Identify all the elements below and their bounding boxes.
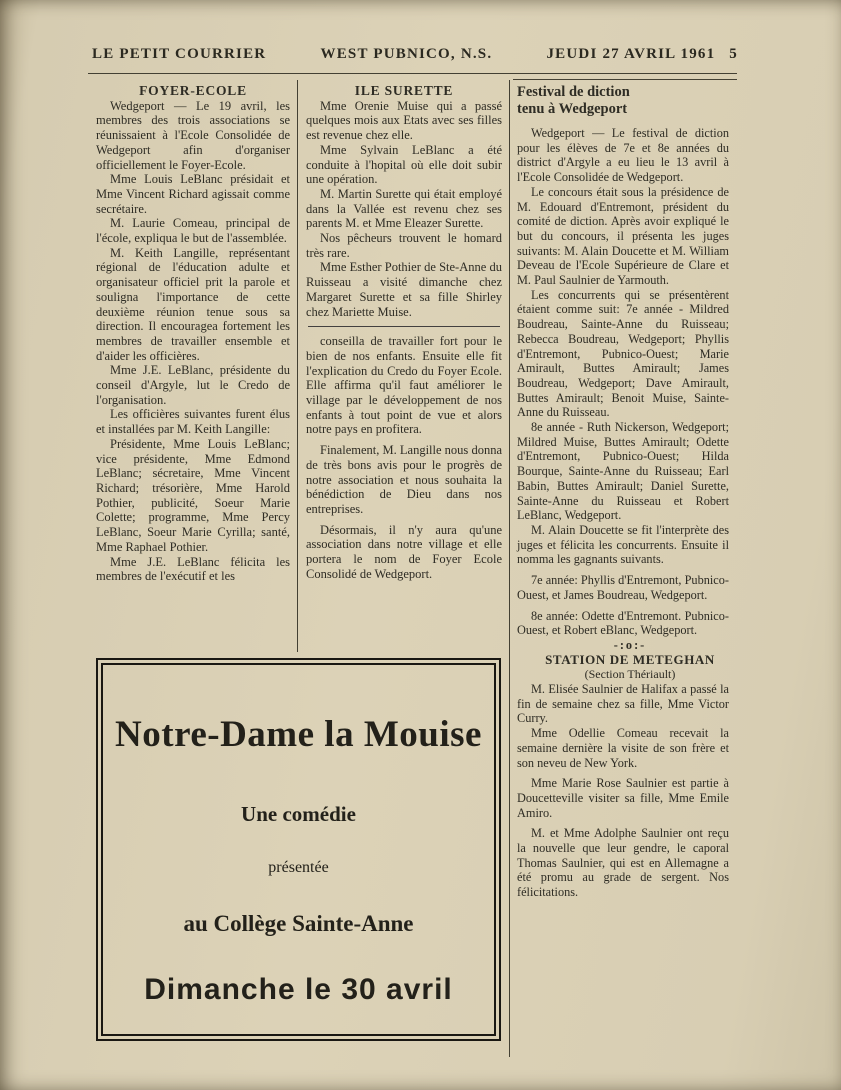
column-divider-2 xyxy=(509,80,510,1057)
article-paragraph: M. Keith Langille, représentant régional de l'éducation adulte et organisateur officiel prit la parole et souligna l'importance de cette deuxième réunion tenue sous sa direction. Il encouragea fortement les membres de travailler ensemble et d'aider les officières. xyxy=(96,245,290,363)
masthead-rule xyxy=(88,73,737,74)
masthead-location: WEST PUBNICO, N.S. xyxy=(320,46,493,62)
section-subtitle: (Section Thériault) xyxy=(584,667,676,682)
section-title: STATION DE METEGHAN xyxy=(545,651,715,667)
article-paragraph: Le concours était sous la présidence de M. Edouard d'Entremont, président du comité de diction. Après avoir expliqué le but du concours, il présenta les juges suivants: M. Alain Doucette et M. William Deveau de l'Ecole Supérieure de Clare et M. Paul Saulnier de Yarmouth. xyxy=(517,184,729,288)
article-paragraph: 8e année - Ruth Nickerson, Wedgeport; Mildred Muise, Buttes Amirault; Odette d'Entremont, Pubnico-Ouest; Hilda Bourque, Sainte-Anne du Ruisseau; Earl Babin, Buttes Amirault; Daniel Surette, Sainte-Anne du Ruisseau et Robert LeBlanc, Wedgeport. xyxy=(517,420,729,523)
article-paragraph: Mme Louis LeBlanc présidait et Mme Vincent Richard agissait comme secrétaire. xyxy=(96,172,290,216)
masthead xyxy=(92,46,738,63)
ad-date: Dimanche le 30 avril xyxy=(144,973,453,1006)
article-foyer-ecole xyxy=(96,84,290,584)
col3-top-rule xyxy=(513,79,737,80)
article-paragraph: Les officières suivantes furent élus et installées par M. Keith Langille: xyxy=(96,407,290,437)
article-paragraph: Mme J.E. LeBlanc, présidente du conseil d'Argyle, lut le Credo de l'organisation. xyxy=(96,363,290,407)
article-paragraph: Désormais, il n'y aura qu'une association dans notre village et elle portera le nom de Foyer Ecole Consolidé de Wedgeport. xyxy=(306,522,502,581)
article-paragraph: 8e année: Odette d'Entremont. Pubnico-Ouest, et Robert eBlanc, Wedgeport. xyxy=(517,608,729,638)
article-paragraph: Mme Esther Pothier de Ste-Anne du Ruisseau a visité dimanche chez Margaret Surette et sa fille Shirley chez Mariette Muise. xyxy=(306,260,502,319)
article-title: FOYER-ECOLE xyxy=(139,83,247,98)
article-paragraph: Mme Marie Rose Saulnier est partie à Doucetteville visiter sa fille, Mme Emile Amiro. xyxy=(517,776,729,820)
section-ornament: -:o:- xyxy=(613,637,647,652)
article-paragraph: Nos pêcheurs trouvent le homard très rare. xyxy=(306,231,502,260)
article-paragraph: Les concurrents qui se présentèrent étaient comme suit: 7e année - Mildred Boudreau, Sainte-Anne du Ruisseau; Rebecca Boudreau, Wedgeport; Phyllis d'Entremont, Pubnico-Ouest; Marie Amirault, Buttes Amirault; James Boudreau, Wedgeport; Dave Amirault, Buttes Amirault; Benoit Muise, Sainte-Anne du Ruisseau. xyxy=(517,287,729,420)
ad-title: Notre-Dame la Mouise xyxy=(115,714,482,755)
article-title-line2: tenu à Wedgeport xyxy=(517,101,628,117)
article-paragraph: Mme Orenie Muise qui a passé quelques mois aux Etats avec ses filles est revenue chez elle. xyxy=(306,98,502,143)
article-paragraph: M. Elisée Saulnier de Halifax a passé la fin de semaine chez sa fille, Mme Victor Curry. xyxy=(517,682,729,726)
masthead-paper-title: LE PETIT COURRIER xyxy=(92,46,267,62)
article-paragraph: M. Laurie Comeau, principal de l'école, expliqua le but de l'assemblée. xyxy=(96,216,290,246)
article-paragraph: Wedgeport — Le 19 avril, les membres des trois associations se réunissaient à l'Ecole Consolidée de Wedgeport afin d'organiser officiellement le Foyer-Ecole. xyxy=(96,98,290,172)
article-paragraph: conseilla de travailler fort pour le bien de nos enfants. Ensuite elle fit l'explication du Credo du Foyer Ecole. Elle affirma qu'il faut améliorer le village par le développement de nos enfants à tout point de vue et alors notre pays en profitera. xyxy=(306,334,502,437)
article-paragraph: 7e année: Phyllis d'Entremont, Pubnico-Ouest, et James Boudreau, Wedgeport. xyxy=(517,573,729,602)
article-paragraph: Présidente, Mme Louis LeBlanc; vice présidente, Mme Edmond LeBlanc; sécretaire, Mme Vincent Richard; trésorière, Mme Harold Pothier, publicité, Soeur Marie Colette; programme, Mme Percy LeBlanc, Soeur Marie Cyrilla; santé, Mme Raphael Pothier. xyxy=(96,436,290,554)
article-paragraph: Mme Sylvain LeBlanc a été conduite à l'hopital où elle doit subir une opération. xyxy=(306,142,502,187)
column-divider-1 xyxy=(297,80,298,652)
article-paragraph: Mme Odellie Comeau recevait la semaine dernière la visite de son frère et son neveu de New York. xyxy=(517,726,729,770)
page-number: 5 xyxy=(729,46,738,62)
article-title: ILE SURETTE xyxy=(354,83,454,98)
article-festival-diction xyxy=(517,84,729,900)
article-paragraph: Wedgeport — Le festival de diction pour les élèves de 7e et 8e années du district d'Argyle a eu lieu le 13 avril à l'Ecole Consolidée de Wedgeport. xyxy=(517,126,729,185)
article-title xyxy=(517,84,729,118)
article-title-line1: Festival de diction xyxy=(517,84,630,100)
ad-subtitle: Une comédie xyxy=(241,802,356,826)
article-separator-rule xyxy=(308,326,500,327)
article-paragraph: M. Alain Doucette se fit l'interprète des juges et félicita les concurrents. Ensuite il nomma les gagnants suivants. xyxy=(517,522,729,567)
masthead-date: JEUDI 27 AVRIL 1961 xyxy=(546,46,716,62)
advertisement-box xyxy=(96,658,501,1041)
ad-venue: au Collège Sainte-Anne xyxy=(183,911,414,936)
article-paragraph: Finalement, M. Langille nous donna de très bons avis pour le progrès de notre association et nous souhaita la bénédiction de Dieu dans nos entreprises. xyxy=(306,443,502,516)
ad-presented-text: présentée xyxy=(268,859,329,876)
article-paragraph: M. et Mme Adolphe Saulnier ont reçu la nouvelle que leur gendre, le caporal Thomas Saulnier, qui est en Allemagne a été promu au grade de sergent. Nos félicitations. xyxy=(517,826,729,900)
article-paragraph: M. Martin Surette qui était employé dans la Vallée est revenu chez ses parents M. et Mme Eleazer Surette. xyxy=(306,186,502,231)
article-paragraph: Mme J.E. LeBlanc félicita les membres de l'exécutif et les xyxy=(96,554,290,584)
masthead-right xyxy=(546,46,738,63)
article-ile-surette xyxy=(306,84,502,582)
